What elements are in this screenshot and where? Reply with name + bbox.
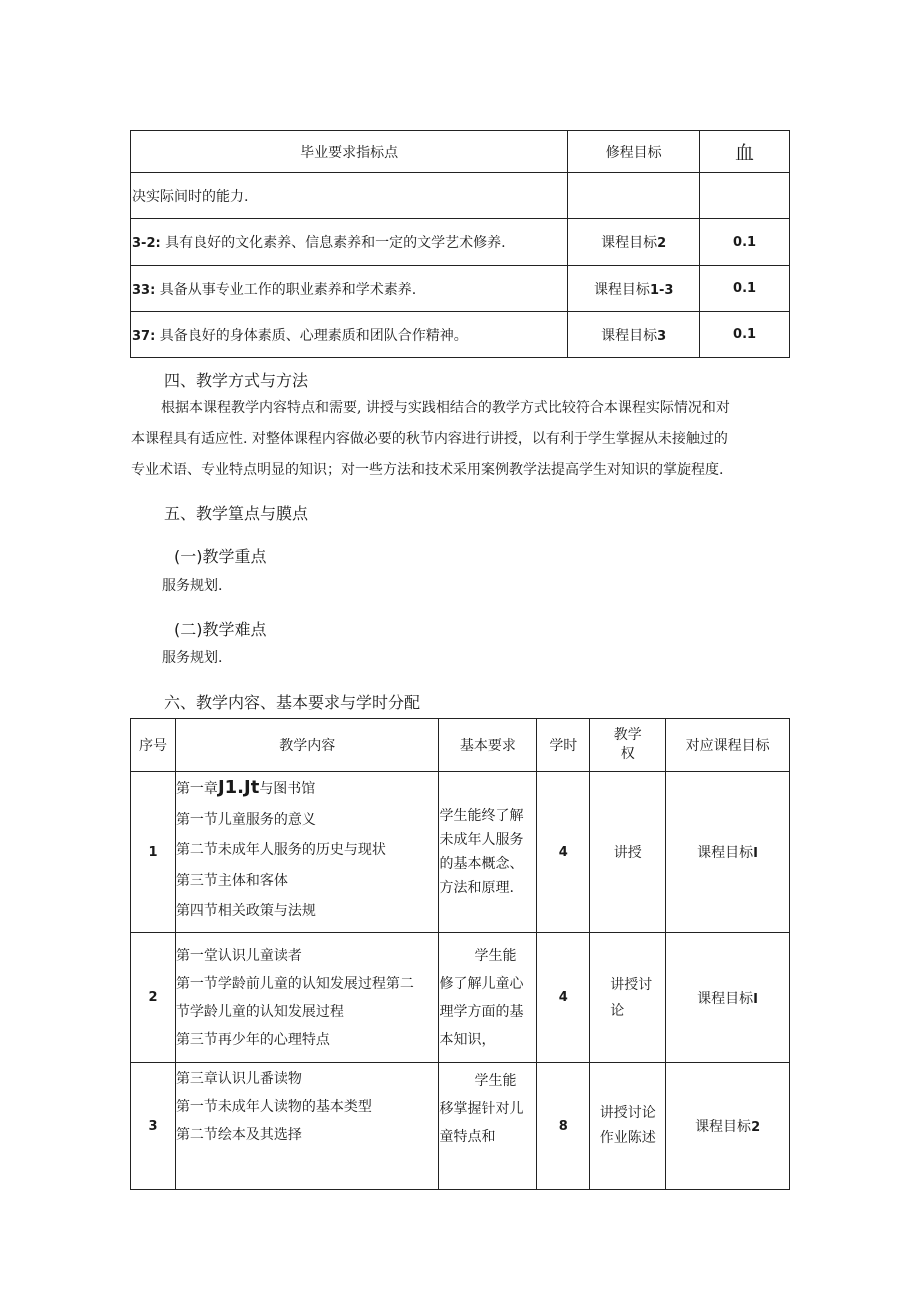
goal-number: I	[753, 846, 759, 861]
content-line: 第三节主体和客体	[175, 872, 288, 889]
requirement-line: 学生能终了解	[439, 808, 524, 824]
teaching-content-table	[130, 718, 790, 1190]
content-line: 第一节未成年人读物的基本类型	[175, 1099, 372, 1115]
header-method	[590, 719, 666, 772]
row-number: 3	[131, 1063, 176, 1190]
difficult-points-subtitle: (二)教学难点	[174, 620, 267, 639]
key-points-text: 服务规划.	[162, 578, 223, 594]
goal-cell	[568, 173, 700, 219]
header-method-line: 权	[620, 746, 635, 762]
section-6-title: 六、教学内容、基本要求与学时分配	[164, 693, 421, 712]
content-line	[176, 773, 439, 805]
row-number: 1	[131, 772, 176, 933]
indicator-text: 具有良好的文化素养、信息素养和一定的文学艺术修养.	[160, 235, 506, 251]
content-suffix: 与图书馆	[259, 781, 316, 797]
content-prefix: 第一章	[175, 781, 218, 797]
goal-number: 3	[657, 328, 667, 344]
indicator-cell: 决实际间时的能力.	[131, 173, 568, 219]
requirement-line: 未成年人服务	[439, 832, 524, 848]
indicator-text: 具备良好的身体素质、心理素质和团队合作精神。	[155, 327, 468, 344]
weight-cell: 0.1	[700, 219, 790, 266]
indicator-code: 33:	[132, 282, 156, 298]
goal-number: 1-3	[649, 282, 674, 298]
goal-number: 2	[657, 236, 667, 251]
content-line: 第一节儿童服务的意义	[175, 811, 316, 828]
requirement-line: 的基本概念、	[439, 856, 524, 872]
header-method-line: 教学	[613, 727, 642, 743]
content-cell	[175, 933, 439, 1063]
indicator-code: 37:	[132, 328, 156, 344]
key-points-subtitle: (一)教学重点	[174, 547, 267, 566]
section-4-paragraph	[131, 393, 796, 486]
header-requirement: 基本要求	[439, 719, 537, 772]
paragraph-line: 本课程具有适应性. 对整体课程内容做必要的秋节内容进行讲授，以有利于学生掌握从未接触过的	[131, 431, 728, 447]
requirement-cell	[439, 1063, 537, 1190]
method-line: 讲授	[613, 845, 642, 861]
indicator-cell	[131, 312, 568, 358]
content-line: 第一节学龄前儿童的认知发展过程第二	[175, 975, 414, 992]
goal-cell	[666, 772, 790, 933]
method-line: 论	[610, 1002, 625, 1019]
requirement-line: 学生能	[474, 1073, 517, 1089]
requirement-line: 学生能	[474, 947, 517, 964]
hours-cell: 4	[537, 772, 590, 933]
content-line: 第二节未成年人服务的历史与现状	[175, 842, 386, 858]
content-line: 第三章认识儿番读物	[175, 1071, 302, 1087]
requirement-line: 理学方面的基	[439, 1003, 524, 1020]
goal-label: 课程目标	[697, 990, 754, 1007]
row-number: 2	[131, 933, 176, 1063]
section-5-title: 五、教学篁点与膜点	[164, 504, 309, 523]
method-cell	[590, 933, 666, 1063]
header-indicator: 毕业要求指标点	[131, 131, 568, 173]
goal-label: 课程目标	[697, 845, 754, 861]
goal-label: 课程目标	[593, 281, 650, 298]
difficult-points-text: 服务规划.	[162, 650, 223, 666]
indicator-code: 3-2:	[132, 236, 161, 251]
indicator-text: 具备从事专业工作的职业素养和学术素养.	[155, 281, 417, 298]
goal-number: I	[753, 991, 759, 1007]
content-line: 第一堂认识儿童读者	[175, 947, 302, 964]
method-cell	[590, 1063, 666, 1190]
header-no: 序号	[131, 719, 176, 772]
requirement-line: 童特点和	[439, 1129, 496, 1145]
method-line: 讲授讨	[610, 976, 653, 993]
content-cell	[175, 772, 439, 933]
goal-text	[695, 1119, 760, 1135]
requirement-line: 本知识，	[439, 1031, 496, 1048]
content-line: 第三节再少年的心理特点	[175, 1031, 330, 1048]
content-bold-text: J1.Jt	[217, 777, 260, 798]
requirement-cell	[439, 933, 537, 1063]
indicator-cell	[131, 266, 568, 312]
content-cell	[175, 1063, 439, 1190]
goal-label: 课程目标	[695, 1119, 752, 1135]
method-line: 作业陈述	[599, 1130, 656, 1146]
requirement-line: 移掌握针对儿	[439, 1101, 524, 1117]
hours-cell: 4	[537, 933, 590, 1063]
content-line: 第二节绘本及其选择	[175, 1127, 302, 1143]
goal-cell	[568, 219, 700, 266]
weight-cell: 0.1	[700, 266, 790, 312]
weight-cell: 0.1	[700, 312, 790, 358]
header-weight: 血	[700, 131, 790, 173]
goal-cell	[568, 312, 700, 358]
weight-cell	[700, 173, 790, 219]
paragraph-line: 专业术语、专业特点明显的知识；对一些方法和技术采用案例教学法提高学生对知识的掌旋程度.	[131, 462, 724, 478]
requirement-cell	[439, 772, 537, 933]
goal-cell	[666, 1063, 790, 1190]
header-goal: 对应课程目标	[666, 719, 790, 772]
header-content: 教学内容	[175, 719, 439, 772]
header-course-goal: 修程目标	[568, 131, 700, 173]
indicator-cell	[131, 219, 568, 266]
goal-cell	[568, 266, 700, 312]
goal-number: 2	[751, 1120, 761, 1135]
content-line: 节学龄儿童的认知发展过程	[175, 1003, 344, 1020]
requirement-line: 方法和原理.	[439, 880, 514, 896]
header-hours: 学时	[537, 719, 590, 772]
section-4-title: 四、教学方式与方法	[164, 371, 309, 390]
method-line: 讲授讨论	[599, 1105, 656, 1121]
method-cell	[590, 772, 666, 933]
goal-cell	[666, 933, 790, 1063]
content-line: 第四节相关政策与法规	[175, 903, 316, 919]
hours-cell: 8	[537, 1063, 590, 1190]
paragraph-line: 根据本课程教学内容特点和需要, 讲授与实践相结合的教学方式比较符合本课程实际情况和对	[161, 400, 730, 416]
goal-label: 课程目标	[601, 235, 658, 251]
graduation-requirements-table	[130, 130, 790, 358]
goal-label: 课程目标	[601, 327, 658, 344]
requirement-line: 修了解儿童心	[439, 975, 524, 992]
